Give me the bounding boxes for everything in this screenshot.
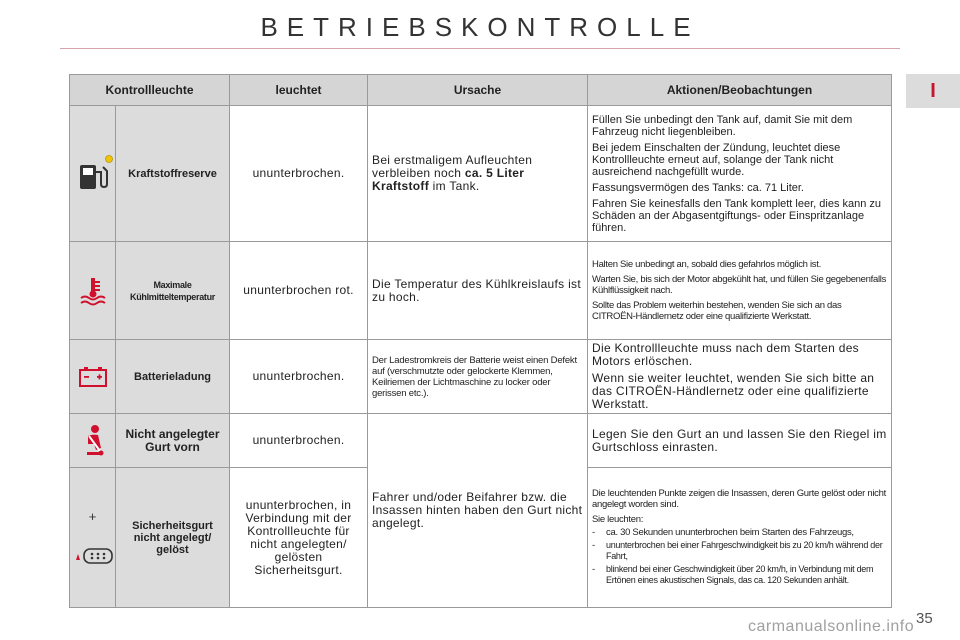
cause-fuel-text-end: im Tank. <box>429 179 480 193</box>
icon-cell-coolant <box>70 242 116 340</box>
icon-cell-seatbelt-display <box>70 468 116 608</box>
list-item <box>592 540 887 562</box>
header-warning-light: Kontrollleuchte <box>70 75 230 106</box>
lit-coolant: ununterbrochen rot. <box>230 242 368 340</box>
action-text: Fahren Sie keinesfalls den Tank komplett leer, dies kann zu Schäden an der Abgasentgiftungs- oder Einspritzanlage führen. <box>592 197 882 234</box>
plus-sign: + <box>88 509 97 524</box>
battery-icon <box>78 366 108 388</box>
header-cause: Ursache <box>368 75 588 106</box>
chapter-tab[interactable]: I <box>906 74 960 108</box>
lit-battery: ununterbrochen. <box>230 340 368 414</box>
action-text: Wenn sie weiter leuchtet, wenden Sie sich bitte an das CITROËN-Händlernetz oder eine qualifizierte Werkstatt. <box>592 371 875 411</box>
lit-seatbelt-display: ununterbrochen, in Verbindung mit der Kontrollleuchte für nicht angelegten/ gelösten Sicherheitsgurt. <box>230 468 368 608</box>
light-name-seatbelt-front: Nicht angelegter Gurt vorn <box>116 414 230 468</box>
page-number: 35 <box>916 610 933 627</box>
lit-seatbelt-front: ununterbrochen. <box>230 414 368 468</box>
action-text: Sie leuchten: <box>592 513 644 525</box>
list-dash: - <box>592 539 595 551</box>
actions-coolant <box>588 242 892 340</box>
header-actions: Aktionen/Beobachtungen <box>588 75 892 106</box>
action-text: Füllen Sie unbedingt den Tank auf, damit Sie mit dem Fahrzeug nicht liegenbleiben. <box>592 113 853 138</box>
icon-cell-battery <box>70 340 116 414</box>
icon-cell-seatbelt <box>70 414 116 468</box>
table-row-fuel <box>70 106 892 242</box>
table-row-battery <box>70 340 892 414</box>
action-text: Die leuchtenden Punkte zeigen die Insassen, deren Gurte gelöst oder nicht angelegt worden sind. <box>592 487 886 510</box>
list-item <box>592 527 887 538</box>
cause-fuel-text: Bei erstmaligem Aufleuchten verbleiben noch <box>372 153 533 180</box>
list-item-text: ca. 30 Sekunden ununterbrochen beim Starten des Fahrzeugs, <box>606 526 854 538</box>
list-dash: - <box>592 563 595 575</box>
actions-seatbelt-front <box>588 414 892 468</box>
seatbelt-icon <box>78 424 108 458</box>
light-name-battery: Batterieladung <box>116 340 230 414</box>
cause-seatbelt: Fahrer und/oder Beifahrer bzw. die Insassen hinten haben den Gurt nicht angelegt. <box>368 414 588 608</box>
action-text: Halten Sie unbedingt an, sobald dies gefahrlos möglich ist. <box>592 259 821 270</box>
action-text: Bei jedem Einschalten der Zündung, leuchtet diese Kontrollleuchte erneut auf, solange der Tank nicht ausreichend nachgefüllt wurde. <box>592 141 841 178</box>
header-lit: leuchtet <box>230 75 368 106</box>
fuel-pump-icon <box>74 154 114 194</box>
list-item-text: blinkend bei einer Geschwindigkeit über 20 km/h, in Verbindung mit dem Ertönen eines akustischen Signals, das ca. 120 Sekunden anhält. <box>606 563 874 585</box>
action-text: Fassungsvermögen des Tanks: ca. 71 Liter. <box>592 181 804 194</box>
action-text: Sollte das Problem weiterhin bestehen, wenden Sie sich an das CITROËN-Händlernetz oder eine qualifizierte Werkstatt. <box>592 300 842 322</box>
cause-fuel <box>368 106 588 242</box>
watermark: carmanualsonline.info <box>748 618 915 635</box>
actions-seatbelt-display <box>588 468 892 608</box>
action-text: Legen Sie den Gurt an und lassen Sie den Riegel im Gurtschloss einrasten. <box>592 426 887 454</box>
icon-cell-fuel <box>70 106 116 242</box>
action-text: Die Kontrollleuchte muss nach dem Starten des Motors erlöschen. <box>592 341 859 368</box>
cause-fuel-bold: ca. 5 Liter Kraftstoff <box>372 166 525 193</box>
table-row-coolant <box>70 242 892 340</box>
list-item-text: ununterbrochen bei einer Fahrgeschwindigkeit bis zu 20 km/h während der Fahrt, <box>606 539 883 561</box>
list-item <box>592 564 887 586</box>
light-name-coolant-line1: Maximale <box>153 279 192 290</box>
actions-battery <box>588 340 892 414</box>
page-title: BETRIEBSKONTROLLE <box>260 12 700 42</box>
title-divider <box>60 48 900 49</box>
coolant-temperature-icon <box>78 276 108 306</box>
actions-fuel <box>588 106 892 242</box>
seatbelt-display-icon <box>74 546 114 566</box>
cause-battery: Der Ladestromkreis der Batterie weist einen Defekt auf (verschmutzte oder gelockerte Klemmen, Keilriemen der Lichtmaschine zu locker oder gerissen etc.). <box>368 340 588 414</box>
warning-lights-table <box>69 74 892 608</box>
list-dash: - <box>592 526 595 538</box>
light-name-fuel: Kraftstoffreserve <box>116 106 230 242</box>
table-row-seatbelt-front <box>70 414 892 468</box>
light-name-coolant-line2: Kühlmitteltemperatur <box>130 291 216 302</box>
action-text: Warten Sie, bis sich der Motor abgekühlt hat, und füllen Sie gegebenenfalls Kühlflüssigkeit nach. <box>592 274 887 296</box>
lit-fuel: ununterbrochen. <box>230 106 368 242</box>
table-header-row <box>70 75 892 106</box>
light-name-seatbelt-display: Sicherheitsgurt nicht angelegt/ gelöst <box>116 468 230 608</box>
light-name-coolant <box>116 242 230 340</box>
cause-coolant: Die Temperatur des Kühlkreislaufs ist zu hoch. <box>368 242 588 340</box>
